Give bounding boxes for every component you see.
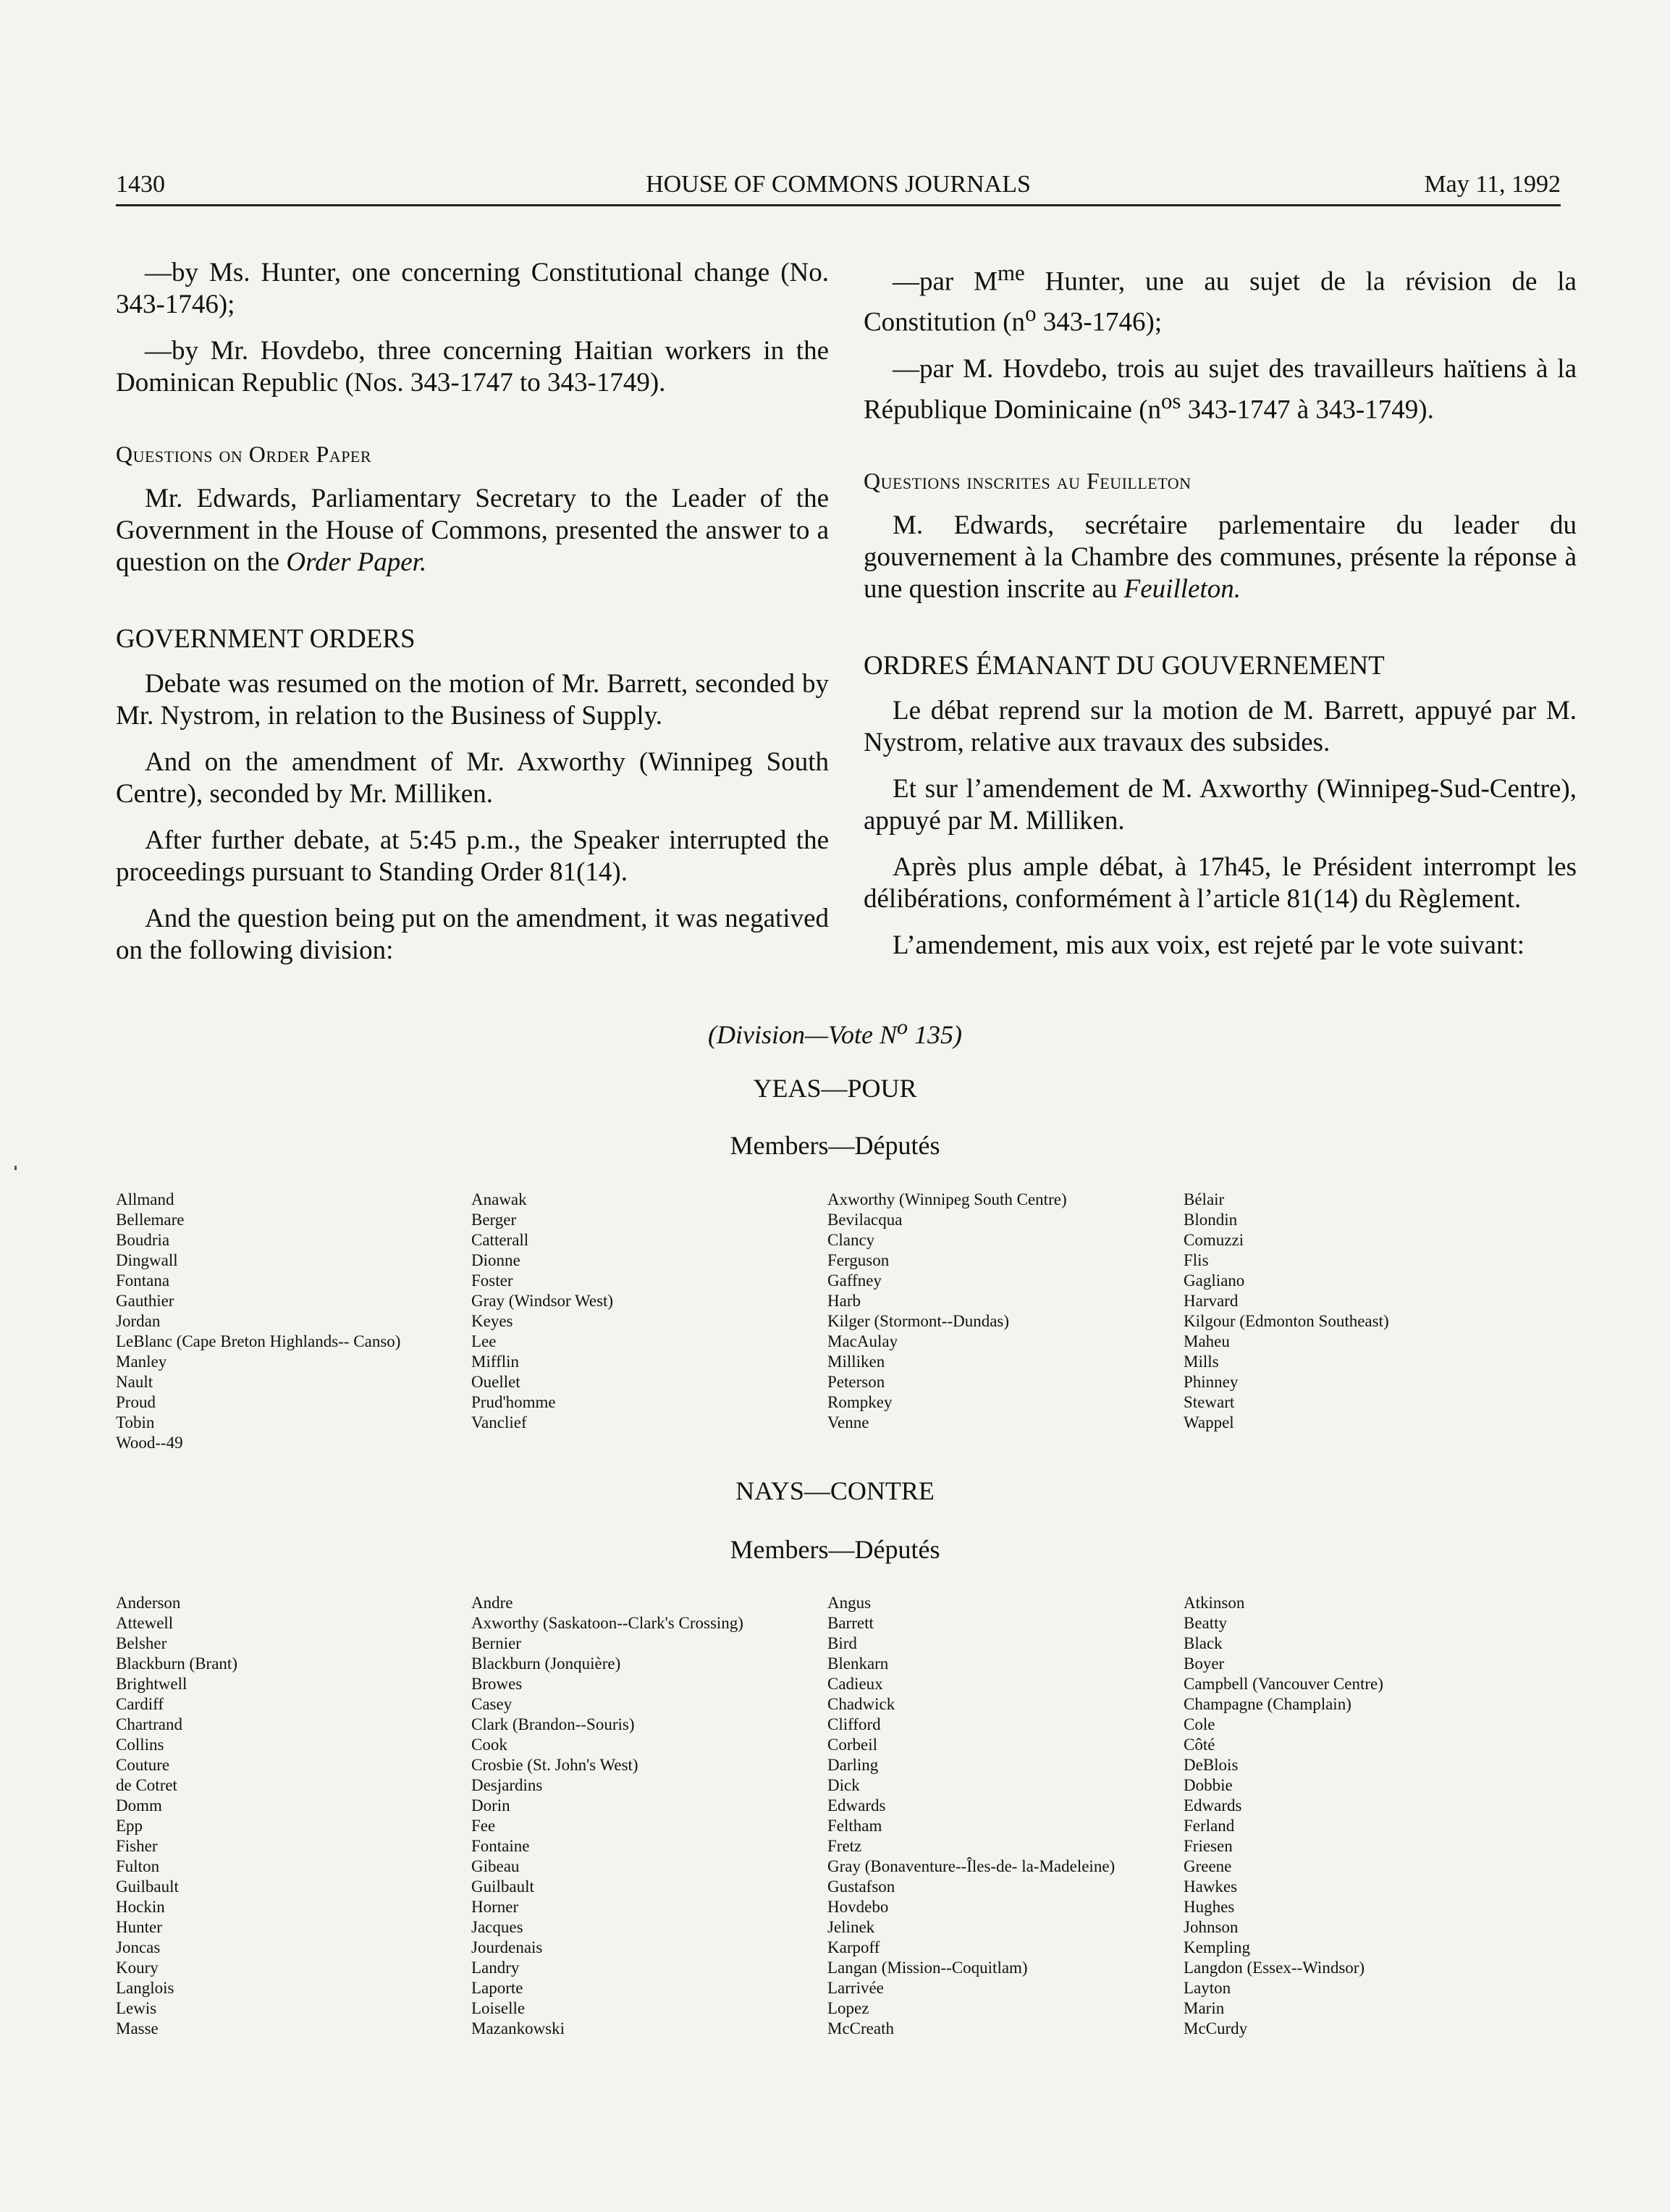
- member-name: Kilger (Stormont--Dundas): [827, 1312, 1010, 1330]
- member-name: Keyes: [471, 1312, 513, 1330]
- member-name: Berger: [471, 1211, 517, 1229]
- member-name: Cook: [471, 1736, 507, 1754]
- member-name: Fee: [471, 1817, 496, 1835]
- member-name: Cardiff: [116, 1695, 164, 1713]
- member-name: Desjardins: [471, 1776, 543, 1794]
- member-name: Axworthy (Saskatoon--Clark's Crossing): [471, 1614, 743, 1632]
- member-name: de Cotret: [116, 1776, 177, 1794]
- member-name: Bélair: [1184, 1190, 1225, 1208]
- member-name: Mills: [1184, 1353, 1219, 1371]
- member-name: Dick: [827, 1776, 860, 1794]
- member-name: Gagliano: [1184, 1271, 1245, 1290]
- member-name: McCreath: [827, 2019, 894, 2038]
- member-name: Gaffney: [827, 1271, 882, 1290]
- member-name: Blackburn (Brant): [116, 1654, 237, 1673]
- member-name: Gauthier: [116, 1292, 174, 1310]
- nays-column-3: [827, 1593, 1115, 2039]
- member-name: Prud'homme: [471, 1393, 556, 1411]
- member-name: Chartrand: [116, 1715, 182, 1733]
- member-name: Champagne (Champlain): [1184, 1695, 1351, 1713]
- member-name: Anderson: [116, 1594, 181, 1612]
- member-name: Flis: [1184, 1251, 1209, 1269]
- member-name: Venne: [827, 1413, 869, 1431]
- member-name: Friesen: [1184, 1837, 1233, 1855]
- member-name: Lewis: [116, 1999, 157, 2017]
- further-debate-en: After further debate, at 5:45 p.m., the Speaker interrupted the proceedings pursuant to Standing Order 81(14).: [116, 825, 829, 887]
- member-name: McCurdy: [1184, 2019, 1248, 2038]
- member-name: Dorin: [471, 1796, 510, 1814]
- member-name: Langan (Mission--Coquitlam): [827, 1959, 1028, 1977]
- member-name: Hunter: [116, 1918, 162, 1936]
- further-debate-fr: Après plus ample débat, à 17h45, le Président interrompt les délibérations, conformément à l’article 81(14) du Règlement.: [864, 851, 1577, 914]
- petition-hunter-fr: —par $M^{me}$ Hunter, une au sujet de la révision de la Constitution ($n^o$ 343-1746);: [864, 261, 1577, 337]
- member-name: Maheu: [1184, 1332, 1230, 1350]
- member-name: Jordan: [116, 1312, 161, 1330]
- member-name: Collins: [116, 1736, 164, 1754]
- question-put-en: And the question being put on the amendment, it was negatived on the following division:: [116, 904, 829, 965]
- member-name: Crosbie (St. John's West): [471, 1756, 638, 1774]
- member-name: Cole: [1184, 1715, 1215, 1733]
- member-name: Fulton: [116, 1857, 160, 1875]
- member-name: Cadieux: [827, 1675, 883, 1693]
- member-name: Dionne: [471, 1251, 520, 1269]
- nays-column-2: [471, 1593, 743, 2039]
- member-name: Mifflin: [471, 1353, 520, 1371]
- member-name: Koury: [116, 1959, 159, 1977]
- page-header: [116, 164, 1561, 206]
- member-name: Clark (Brandon--Souris): [471, 1715, 635, 1733]
- member-name: Landry: [471, 1959, 520, 1977]
- questions-text-en: Mr. Edwards, Parliamentary Secretary to the Leader of the Government in the House of Commons, presented the answer to a question on the Order Paper.: [116, 484, 829, 577]
- member-name: Blackburn (Jonquière): [471, 1654, 621, 1673]
- yeas-heading: YEAS—POUR: [753, 1074, 917, 1103]
- member-name: Browes: [471, 1675, 523, 1693]
- member-name: Belsher: [116, 1634, 167, 1652]
- member-name: Wappel: [1184, 1413, 1234, 1431]
- member-name: Jelinek: [827, 1918, 875, 1936]
- member-name: Fretz: [827, 1837, 862, 1855]
- member-name: Côté: [1184, 1736, 1215, 1754]
- member-name: Corbeil: [827, 1736, 877, 1754]
- member-name: Gibeau: [471, 1857, 520, 1875]
- debate-resumed-fr: Le débat reprend sur la motion de M. Barrett, appuyé par M. Nystrom, relative aux travaux des subsides.: [864, 695, 1577, 757]
- member-name: Hockin: [116, 1898, 165, 1916]
- member-name: Axworthy (Winnipeg South Centre): [827, 1190, 1067, 1208]
- nays-column-4: [1184, 1593, 1383, 2039]
- member-name: Phinney: [1184, 1373, 1239, 1391]
- member-name: Boudria: [116, 1231, 170, 1249]
- petition-hovdebo-fr: —par M. Hovdebo, trois au sujet des travailleurs haïtiens à la République Dominicaine ($n^{os}$ 343-1747 à 343-1749).: [864, 353, 1577, 424]
- member-name: Bird: [827, 1634, 857, 1652]
- member-name: Beatty: [1184, 1614, 1228, 1632]
- member-name: Gray (Bonaventure--Îles-de- la-Madeleine): [827, 1857, 1116, 1875]
- member-name: Proud: [116, 1393, 156, 1411]
- vote-result-fr: L’amendement, mis aux voix, est rejeté par le vote suivant:: [893, 930, 1525, 960]
- member-name: Blondin: [1184, 1211, 1238, 1229]
- member-name: Edwards: [1184, 1796, 1242, 1814]
- nays-subheading: Members—Députés: [730, 1535, 940, 1564]
- division-number: (Division—Vote $N^o$ 135): [708, 1015, 962, 1049]
- member-name: Hughes: [1184, 1898, 1235, 1916]
- member-name: Barrett: [827, 1614, 874, 1632]
- member-name: Larrivée: [827, 1979, 884, 1997]
- yeas-column-3: [827, 1190, 1067, 1433]
- member-name: Domm: [116, 1796, 162, 1814]
- member-name: Darling: [827, 1756, 879, 1774]
- member-name: Joncas: [116, 1938, 161, 1956]
- questions-heading-fr: Questions inscrites au Feuilleton: [864, 467, 1192, 494]
- member-name: Fontana: [116, 1271, 170, 1290]
- member-name: Couture: [116, 1756, 170, 1774]
- yeas-column-1: [116, 1190, 400, 1453]
- member-name: LeBlanc (Cape Breton Highlands-- Canso): [116, 1332, 401, 1350]
- member-name: Layton: [1184, 1979, 1231, 1997]
- member-name: Marin: [1184, 1999, 1225, 2017]
- member-name: Kilgour (Edmonton Southeast): [1184, 1312, 1389, 1330]
- member-name: Laporte: [471, 1979, 523, 1997]
- member-name: Masse: [116, 2019, 159, 2038]
- member-name: Horner: [471, 1898, 519, 1916]
- margin-mark: [14, 1166, 17, 1170]
- member-name: Anawak: [471, 1190, 527, 1208]
- member-name: Foster: [471, 1271, 513, 1290]
- member-name: Chadwick: [827, 1695, 895, 1713]
- member-name: Bevilacqua: [827, 1211, 903, 1229]
- member-name: Langlois: [116, 1979, 174, 1997]
- member-name: Ferland: [1184, 1817, 1235, 1835]
- member-name: Hovdebo: [827, 1898, 889, 1916]
- member-name: Allmand: [116, 1190, 174, 1208]
- yeas-subheading: Members—Députés: [730, 1131, 940, 1160]
- member-name: Manley: [116, 1353, 167, 1371]
- english-column: [116, 257, 829, 981]
- member-name: Fisher: [116, 1837, 158, 1855]
- questions-heading-en: Questions on Order Paper: [116, 441, 372, 467]
- member-name: Angus: [827, 1594, 872, 1612]
- member-name: Guilbault: [116, 1877, 179, 1896]
- french-column: [864, 257, 1577, 976]
- journal-date: May 11, 1992: [1424, 171, 1561, 198]
- member-name: Dobbie: [1184, 1776, 1233, 1794]
- government-orders-heading-fr: ORDRES ÉMANANT DU GOUVERNEMENT: [864, 650, 1385, 681]
- member-name: Ouellet: [471, 1373, 520, 1391]
- member-name: Boyer: [1184, 1654, 1225, 1673]
- member-name: Clifford: [827, 1715, 881, 1733]
- member-name: Hawkes: [1184, 1877, 1238, 1896]
- member-name: Greene: [1184, 1857, 1232, 1875]
- member-name: Attewell: [116, 1614, 174, 1632]
- member-name: Lee: [471, 1332, 497, 1350]
- amendment-fr: Et sur l’amendement de M. Axworthy (Winnipeg-Sud-Centre), appuyé par M. Milliken.: [864, 773, 1577, 836]
- member-name: Comuzzi: [1184, 1231, 1244, 1249]
- member-name: Nault: [116, 1373, 153, 1391]
- petition-hovdebo-en: —by Mr. Hovdebo, three concerning Haitian workers in the Dominican Republic (Nos. 343-1747 to 343-1749).: [116, 336, 829, 398]
- member-name: Dingwall: [116, 1251, 178, 1269]
- member-name: Edwards: [827, 1796, 886, 1814]
- member-name: Harb: [827, 1292, 861, 1310]
- member-name: Jacques: [471, 1918, 523, 1936]
- member-name: Jourdenais: [471, 1938, 543, 1956]
- member-name: Langdon (Essex--Windsor): [1184, 1959, 1365, 1977]
- member-name: Bellemare: [116, 1211, 185, 1229]
- member-name: Brightwell: [116, 1675, 187, 1693]
- member-name: DeBlois: [1184, 1756, 1239, 1774]
- page-number: 1430: [116, 171, 165, 198]
- member-name: Tobin: [116, 1413, 155, 1431]
- member-name: Gray (Windsor West): [471, 1292, 614, 1310]
- nays-column-1: [116, 1593, 237, 2039]
- yeas-column-4: [1184, 1190, 1389, 1433]
- member-name: Ferguson: [827, 1251, 890, 1269]
- amendment-en: And on the amendment of Mr. Axworthy (Winnipeg South Centre), seconded by Mr. Milliken.: [116, 747, 829, 809]
- member-name: Catterall: [471, 1231, 529, 1249]
- member-name: Epp: [116, 1817, 143, 1835]
- member-name: Campbell (Vancouver Centre): [1184, 1675, 1383, 1693]
- member-name: Loiselle: [471, 1999, 526, 2017]
- member-name: Gustafson: [827, 1877, 895, 1896]
- member-name: Mazankowski: [471, 2019, 565, 2038]
- member-name: Johnson: [1184, 1918, 1239, 1936]
- member-name: Feltham: [827, 1817, 882, 1835]
- member-name: Harvard: [1184, 1292, 1239, 1310]
- member-name: Karpoff: [827, 1938, 880, 1956]
- government-orders-heading-en: GOVERNMENT ORDERS: [116, 624, 416, 654]
- member-name: Wood--49: [116, 1434, 183, 1452]
- yeas-column-2: [471, 1190, 613, 1433]
- member-name: Blenkarn: [827, 1654, 889, 1673]
- member-name: Peterson: [827, 1373, 885, 1391]
- member-name: Lopez: [827, 1999, 869, 2017]
- member-name: MacAulay: [827, 1332, 898, 1350]
- member-name: Atkinson: [1184, 1594, 1245, 1612]
- member-name: Stewart: [1184, 1393, 1235, 1411]
- member-name: Black: [1184, 1634, 1223, 1652]
- member-name: Fontaine: [471, 1837, 530, 1855]
- petition-hunter-en: —by Ms. Hunter, one concerning Constitutional change (No. 343-1746);: [116, 258, 829, 319]
- questions-text-fr: M. Edwards, secrétaire parlementaire du leader du gouvernement à la Chambre des communes, présente la réponse à une question inscrite au Feuilleton.: [864, 510, 1577, 604]
- nays-heading: NAYS—CONTRE: [735, 1476, 935, 1505]
- member-name: Kempling: [1184, 1938, 1250, 1956]
- member-name: Rompkey: [827, 1393, 893, 1411]
- member-name: Casey: [471, 1695, 513, 1713]
- debate-resumed-en: Debate was resumed on the motion of Mr. Barrett, seconded by Mr. Nystrom, in relation to the Business of Supply.: [116, 669, 829, 731]
- member-name: Milliken: [827, 1353, 885, 1371]
- journal-title: HOUSE OF COMMONS JOURNALS: [646, 171, 1031, 198]
- member-name: Clancy: [827, 1231, 875, 1249]
- member-name: Vanclief: [471, 1413, 527, 1431]
- member-name: Andre: [471, 1594, 513, 1612]
- member-name: Guilbault: [471, 1877, 534, 1896]
- member-name: Bernier: [471, 1634, 521, 1652]
